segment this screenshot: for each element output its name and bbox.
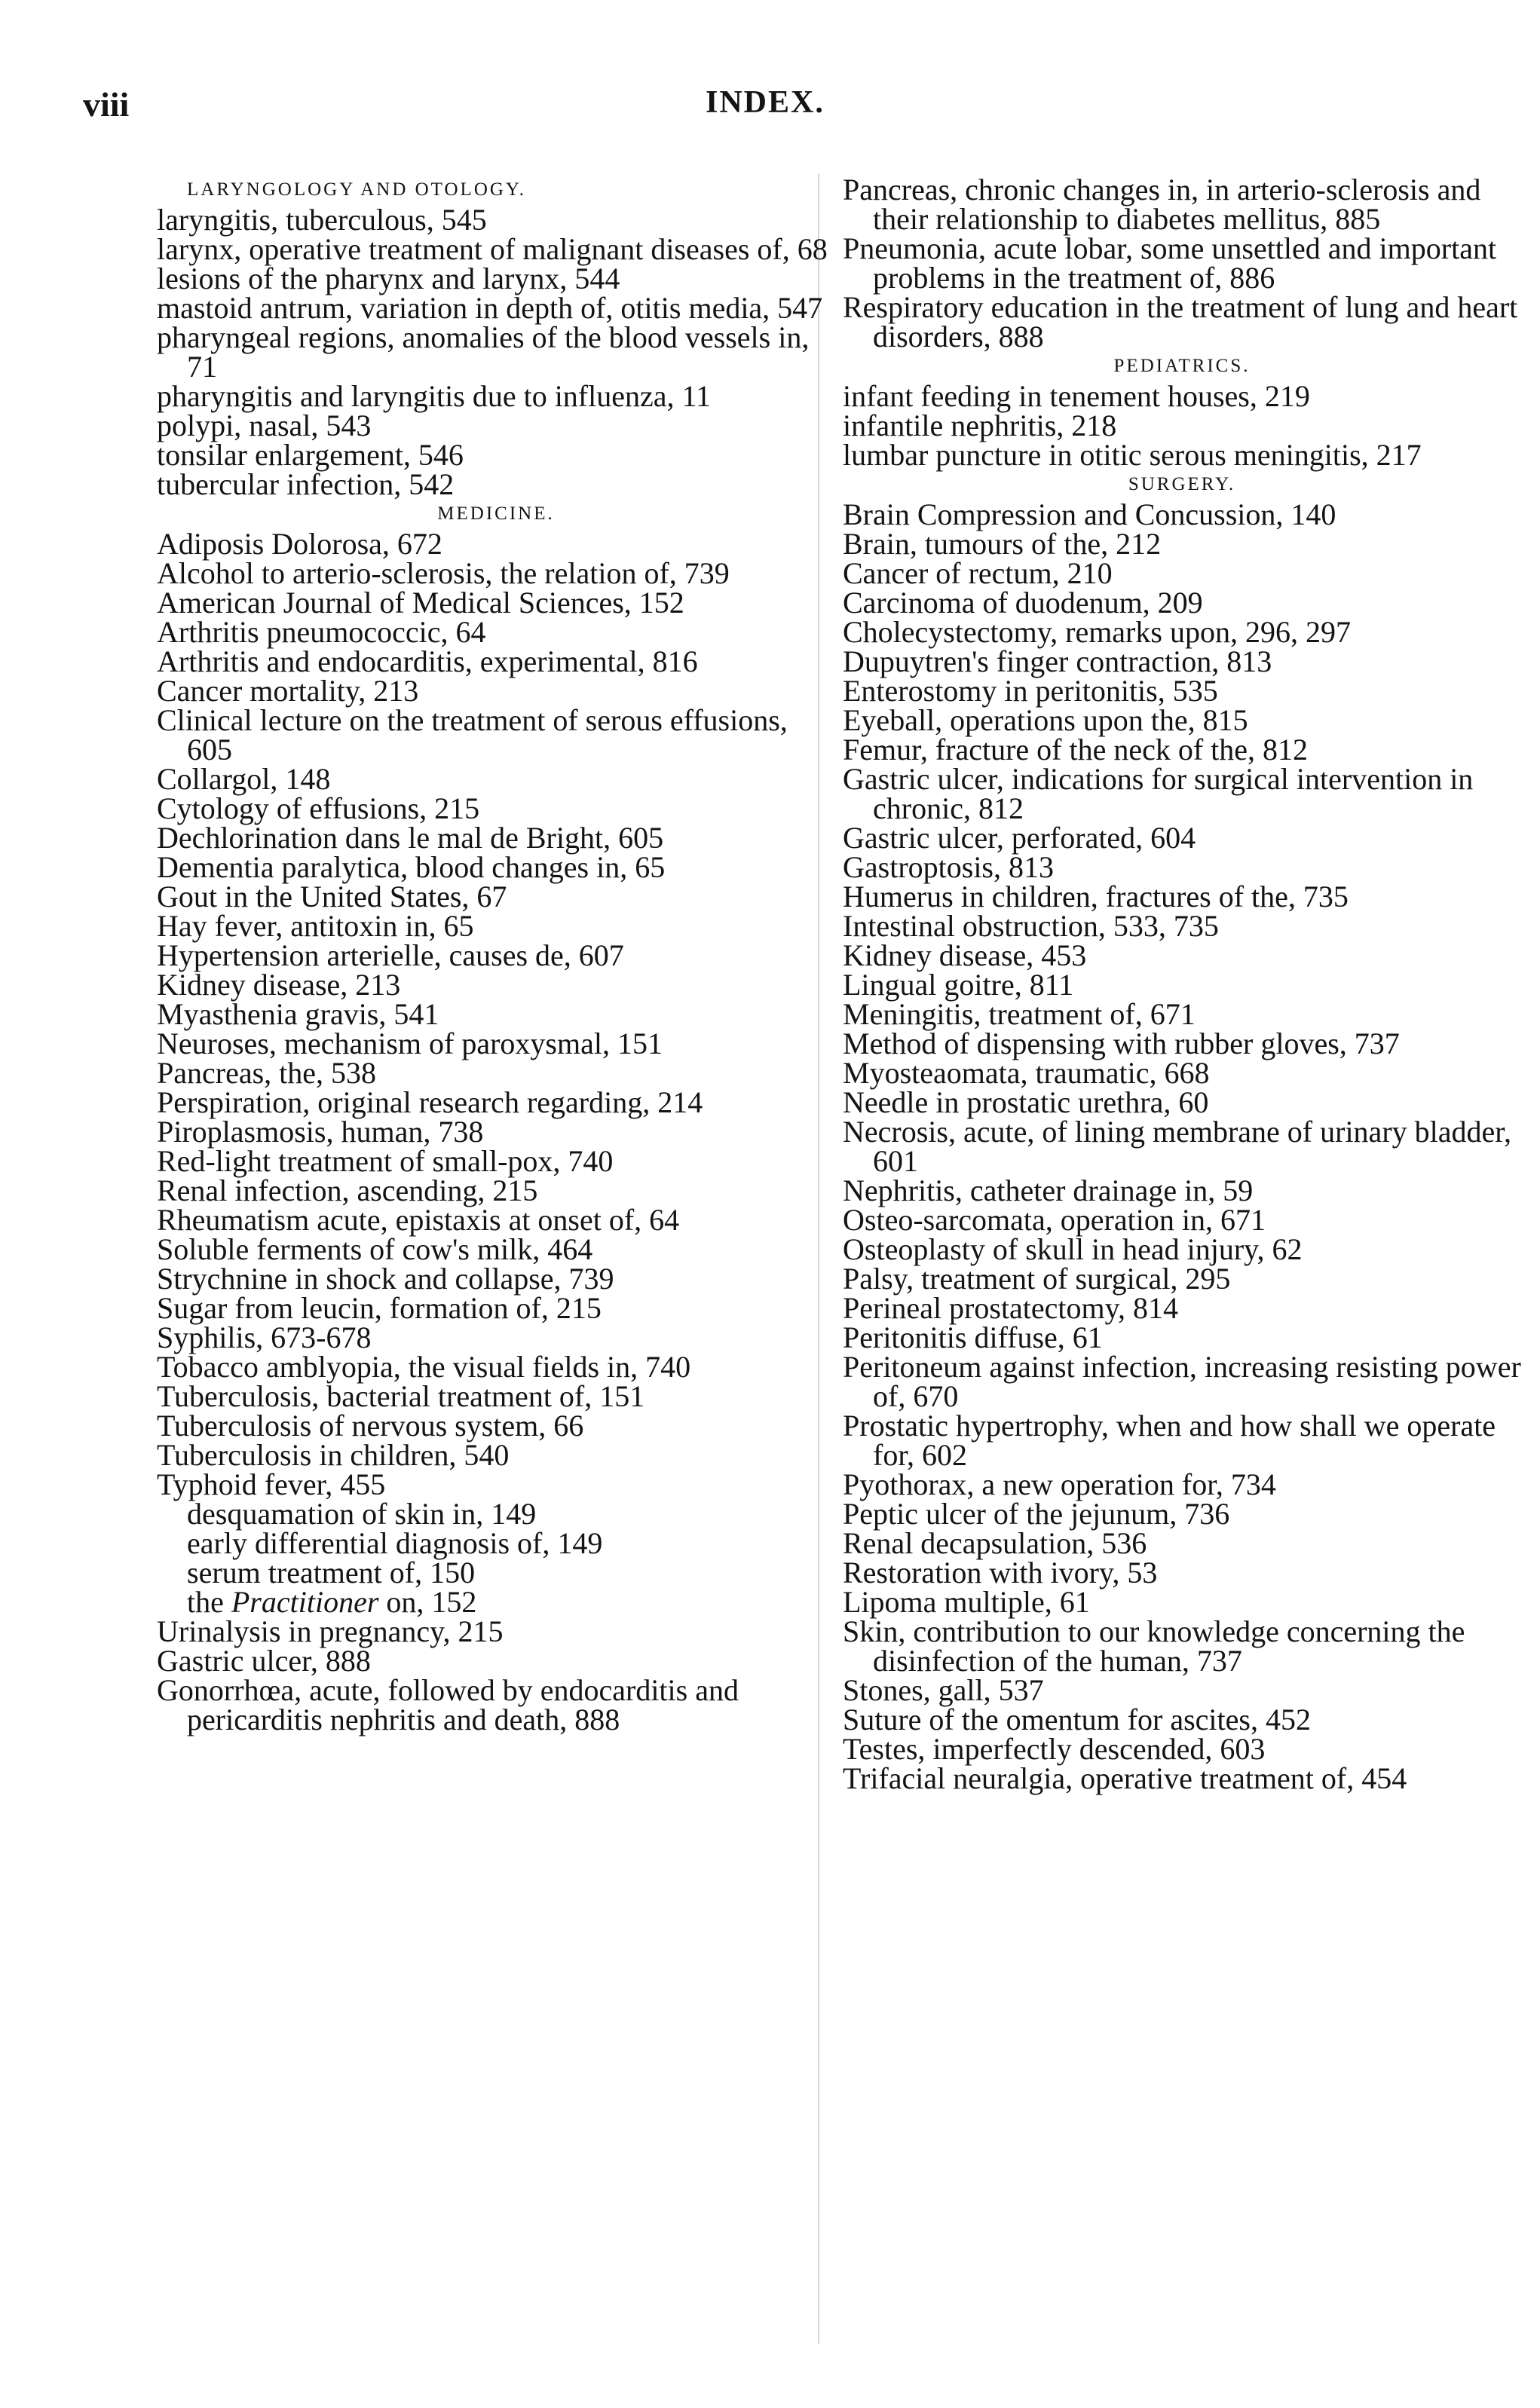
index-entry: Nephritis, catheter drainage in, 59 [843, 1173, 1254, 1207]
page-title: INDEX. [706, 85, 825, 120]
index-entry: Perineal prostatectomy, 814 [843, 1291, 1179, 1325]
index-entry: Brain Compression and Concussion, 140 [843, 497, 1336, 531]
index-entry: Meningitis, treatment of, 671 [843, 997, 1196, 1031]
index-entry: Osteoplasty of skull in head injury, 62 [843, 1232, 1303, 1266]
index-entry: laryngitis, tuberculous, 545 [157, 203, 487, 237]
index-entry: pharyngeal regions, anomalies of the blood vessels in, 71 [157, 320, 810, 384]
index-entry: infant feeding in tenement houses, 219 [843, 379, 1310, 413]
index-entry: Gastroptosis, 813 [843, 850, 1054, 884]
index-entry: Red-light treatment of small-pox, 740 [157, 1144, 614, 1178]
index-entry: Humerus in children, fractures of the, 735 [843, 880, 1349, 913]
pediatrics-entry-list [843, 381, 1521, 470]
index-entry: mastoid antrum, variation in depth of, otitis media, 547 [157, 291, 823, 325]
index-entry: American Journal of Medical Sciences, 152 [157, 586, 684, 620]
index-entry: Cancer mortality, 213 [157, 674, 419, 708]
index-entry: Tobacco amblyopia, the visual fields in, 740 [157, 1350, 691, 1384]
medicine-entry-list [157, 529, 835, 1499]
index-entry: Urinalysis in pregnancy, 215 [157, 1614, 504, 1648]
index-entry: Cholecystectomy, remarks upon, 296, 297 [843, 615, 1351, 649]
index-entry: Suture of the omentum for ascites, 452 [843, 1703, 1311, 1736]
index-entry: Hypertension arterielle, causes de, 607 [157, 938, 624, 972]
left-column [157, 175, 835, 1734]
index-entry: Cancer of rectum, 210 [843, 556, 1113, 590]
index-entry: Collargol, 148 [157, 762, 331, 796]
index-entry: Testes, imperfectly descended, 603 [843, 1732, 1266, 1766]
index-entry: Restoration with ivory, 53 [843, 1556, 1158, 1590]
index-entry: Carcinoma of duodenum, 209 [843, 586, 1203, 620]
laryngology-entry-list [157, 205, 835, 499]
index-entry: Rheumatism acute, epistaxis at onset of, 64 [157, 1203, 680, 1237]
page-number: viii [83, 85, 130, 124]
index-entry: early differential diagnosis of, 149 [187, 1526, 603, 1560]
index-entry: Arthritis and endocarditis, experimental, 816 [157, 644, 698, 678]
index-entry: Strychnine in shock and collapse, 739 [157, 1262, 614, 1296]
index-entry: tubercular infection, 542 [157, 467, 455, 501]
index-entry: Perspiration, original research regarding, 214 [157, 1085, 703, 1119]
section-heading-pediatrics: PEDIATRICS. [1113, 356, 1251, 376]
index-entry: Dementia paralytica, blood changes in, 65 [157, 850, 666, 884]
index-entry: Tuberculosis in children, 540 [157, 1438, 510, 1472]
medicine-trailing-entry-list [157, 1614, 835, 1736]
index-entry: lumbar puncture in otitic serous meningitis, 217 [843, 438, 1422, 472]
index-entry: Pyothorax, a new operation for, 734 [843, 1467, 1276, 1501]
index-entry: Sugar from leucin, formation of, 215 [157, 1291, 602, 1325]
index-entry: Pancreas, the, 538 [157, 1056, 377, 1090]
index-entry: Lipoma multiple, 61 [843, 1585, 1090, 1619]
practitioner-italic: Practitioner [231, 1585, 379, 1619]
practitioner-suffix: on, 152 [378, 1585, 477, 1619]
index-entry: Arthritis pneumococcic, 64 [157, 615, 486, 649]
index-entry: Hay fever, antitoxin in, 65 [157, 909, 474, 943]
index-entry: serum treatment of, 150 [187, 1556, 476, 1590]
index-entry: polypi, nasal, 543 [157, 408, 372, 442]
surgery-entry-list [843, 497, 1521, 1795]
index-entry: Enterostomy in peritonitis, 535 [843, 674, 1218, 708]
index-entry: Alcohol to arterio-sclerosis, the relation of, 739 [157, 556, 730, 590]
index-entry: Dupuytren's finger contraction, 813 [843, 644, 1272, 678]
index-entry: tonsilar enlargement, 546 [157, 438, 464, 472]
index-entry: Eyeball, operations upon the, 815 [843, 703, 1248, 737]
right-column [843, 175, 1521, 1793]
index-entry: Soluble ferments of cow's milk, 464 [157, 1232, 593, 1266]
index-entry: Trifacial neuralgia, operative treatment of, 454 [843, 1761, 1407, 1795]
index-entry: Needle in prostatic urethra, 60 [843, 1085, 1209, 1119]
index-entry: Neuroses, mechanism of paroxysmal, 151 [157, 1027, 663, 1060]
index-entry: lesions of the pharynx and larynx, 544 [157, 262, 620, 295]
index-entry: Osteo-sarcomata, operation in, 671 [843, 1203, 1266, 1237]
index-entry: Femur, fracture of the neck of the, 812 [843, 733, 1309, 766]
index-entry: Pancreas, chronic changes in, in arterio-sclerosis and their relationship to diabetes mellitus, 885 [843, 173, 1481, 236]
index-entry: Gastric ulcer, 888 [157, 1644, 371, 1678]
practitioner-prefix: the [187, 1585, 231, 1619]
index-entry: Brain, tumours of the, 212 [843, 527, 1162, 561]
index-entry: Adiposis Dolorosa, 672 [157, 527, 442, 561]
index-entry: pharyngitis and laryngitis due to influenza, 11 [157, 379, 712, 413]
index-entry: Myasthenia gravis, 541 [157, 997, 439, 1031]
index-entry: infantile nephritis, 218 [843, 408, 1117, 442]
index-entry: larynx, operative treatment of malignant diseases of, 68 [157, 232, 828, 266]
index-entry: Tuberculosis of nervous system, 66 [157, 1409, 584, 1443]
index-entry: Clinical lecture on the treatment of serous effusions, 605 [157, 703, 788, 766]
index-entry: Kidney disease, 453 [843, 938, 1087, 972]
typhoid-subentry-list [157, 1497, 835, 1590]
index-entry: Dechlorination dans le mal de Bright, 605 [157, 821, 664, 855]
index-entry: Kidney disease, 213 [157, 968, 401, 1002]
index-entry: Respiratory education in the treatment of lung and heart disorders, 888 [843, 290, 1518, 353]
index-entry: Skin, contribution to our knowledge concerning the disinfection of the human, 737 [843, 1614, 1465, 1678]
index-entry: Prostatic hypertrophy, when and how shall we operate for, 602 [843, 1409, 1496, 1472]
index-entry: Gout in the United States, 67 [157, 880, 507, 913]
index-entry: Necrosis, acute, of lining membrane of urinary bladder, 601 [843, 1115, 1511, 1178]
index-entry: Typhoid fever, 455 [157, 1467, 386, 1501]
index-entry-practitioner [157, 1587, 835, 1617]
section-heading-laryngology: LARYNGOLOGY AND OTOLOGY. [187, 179, 527, 200]
index-entry: Peritoneum against infection, increasing resisting power of, 670 [843, 1350, 1521, 1413]
index-entry: Renal infection, ascending, 215 [157, 1173, 538, 1207]
index-entry: Gastric ulcer, perforated, 604 [843, 821, 1196, 855]
index-entry: Peptic ulcer of the jejunum, 736 [843, 1497, 1230, 1531]
index-entry: Gastric ulcer, indications for surgical intervention in chronic, 812 [843, 762, 1474, 825]
index-entry: Lingual goitre, 811 [843, 968, 1074, 1002]
index-entry: Cytology of effusions, 215 [157, 791, 480, 825]
section-heading-surgery: SURGERY. [1128, 474, 1236, 494]
section-heading-medicine: MEDICINE. [437, 503, 555, 524]
index-entry: Piroplasmosis, human, 738 [157, 1115, 484, 1149]
index-entry: Syphilis, 673-678 [157, 1320, 372, 1354]
index-entry: Myosteaomata, traumatic, 668 [843, 1056, 1210, 1090]
index-entry: Intestinal obstruction, 533, 735 [843, 909, 1219, 943]
index-entry: Tuberculosis, bacterial treatment of, 151 [157, 1379, 645, 1413]
index-entry: Stones, gall, 537 [843, 1673, 1044, 1707]
index-entry: Palsy, treatment of surgical, 295 [843, 1262, 1231, 1296]
index-entry: Peritonitis diffuse, 61 [843, 1320, 1103, 1354]
index-entry: Gonorrhœa, acute, followed by endocarditis and pericarditis nephritis and death, 888 [157, 1673, 739, 1736]
index-entry: Renal decapsulation, 536 [843, 1526, 1147, 1560]
index-entry: Method of dispensing with rubber gloves, 737 [843, 1027, 1400, 1060]
index-entry: desquamation of skin in, 149 [187, 1497, 537, 1531]
index-entry: Pneumonia, acute lobar, some unsettled and important problems in the treatment of, 886 [843, 231, 1497, 295]
general-entry-list [843, 175, 1521, 351]
